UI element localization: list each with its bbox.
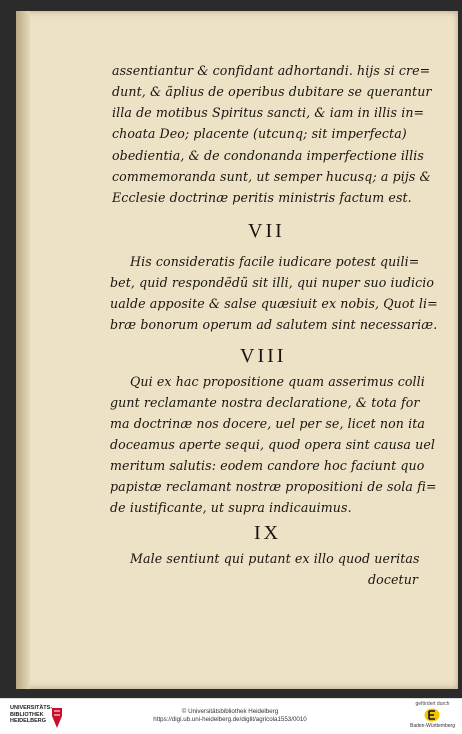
logo-text-line: HEIDELBERG [10,718,47,724]
footer-credits [150,708,310,724]
text-line: Male sentiunt qui putant ex illo quod ueritas [130,551,420,566]
catchword: docetur [368,572,419,587]
text-line: bræ bonorum operum ad salutem sint necessariæ. [110,317,438,332]
section-heading-vii: VII [248,220,285,242]
text-line: meritum salutis: eodem candore hoc faciunt quo [110,458,425,473]
text-line: dunt, & ãplius de operibus dubitare se querantur [112,84,432,99]
logo-text-line: BIBLIOTHEK [10,711,44,718]
text-line: gunt reclamante nostra declaratione, & tota for [110,395,420,410]
text-line: illa de motibus Spiritus sancti, & iam in illis in= [112,105,425,120]
funded-by-label: gefördert durch [415,701,450,707]
page-gutter-shadow [16,11,30,689]
permalink-url[interactable]: https://digi.ub.uni-heidelberg.de/diglit/agricola1553/0010 [153,716,307,723]
funder-logo[interactable] [405,701,460,732]
text-line: de iustificante, ut supra indicauimus. [110,500,352,515]
text-line: ualde apposite & salse quæsiuit ex nobis, Quot li= [110,296,438,311]
section-heading-ix: IX [254,522,282,544]
text-line: ma doctrinæ nos docere, uel per se, licet non ita [110,416,425,431]
heidelberg-flag-icon [50,707,64,729]
section-heading-viii: VIII [240,345,287,367]
text-line: Qui ex hac propositione quam asserimus colli [130,374,425,389]
logo-text-line: UNIVERSITÄTS- [10,705,53,711]
copyright-text: © Universitätsbibliothek Heidelberg [181,708,279,715]
text-line: His consideratis facile iudicare potest quili= [130,254,420,269]
book-page [16,11,458,689]
text-line: papistæ reclamant nostræ propositioni de sola fi= [110,479,437,494]
text-line: assentiantur & confidant adhortandi. hijs si cre= [112,63,431,78]
text-line: doceamus aperte sequi, quod opera sint causa uel [110,437,436,452]
text-line: obedientia, & de condonanda imperfectione illis [112,148,424,163]
text-line: bet, quid respondẽdũ sit illi, qui nuper suo iudicio [110,275,435,290]
baden-wuerttemberg-emblem-icon [424,708,440,722]
funder-name: Baden-Württemberg [409,723,456,729]
text-line: choata Deo; placente (utcunq; sit imperfecta) [112,126,407,141]
text-line: Ecclesie doctrinæ peritis ministris factum est. [112,190,412,205]
text-line: commemoranda sunt, ut semper hucusq; a pijs & [112,169,431,184]
footer-bar [0,698,462,734]
university-library-logo[interactable] [4,703,64,731]
logo-text [10,705,52,725]
